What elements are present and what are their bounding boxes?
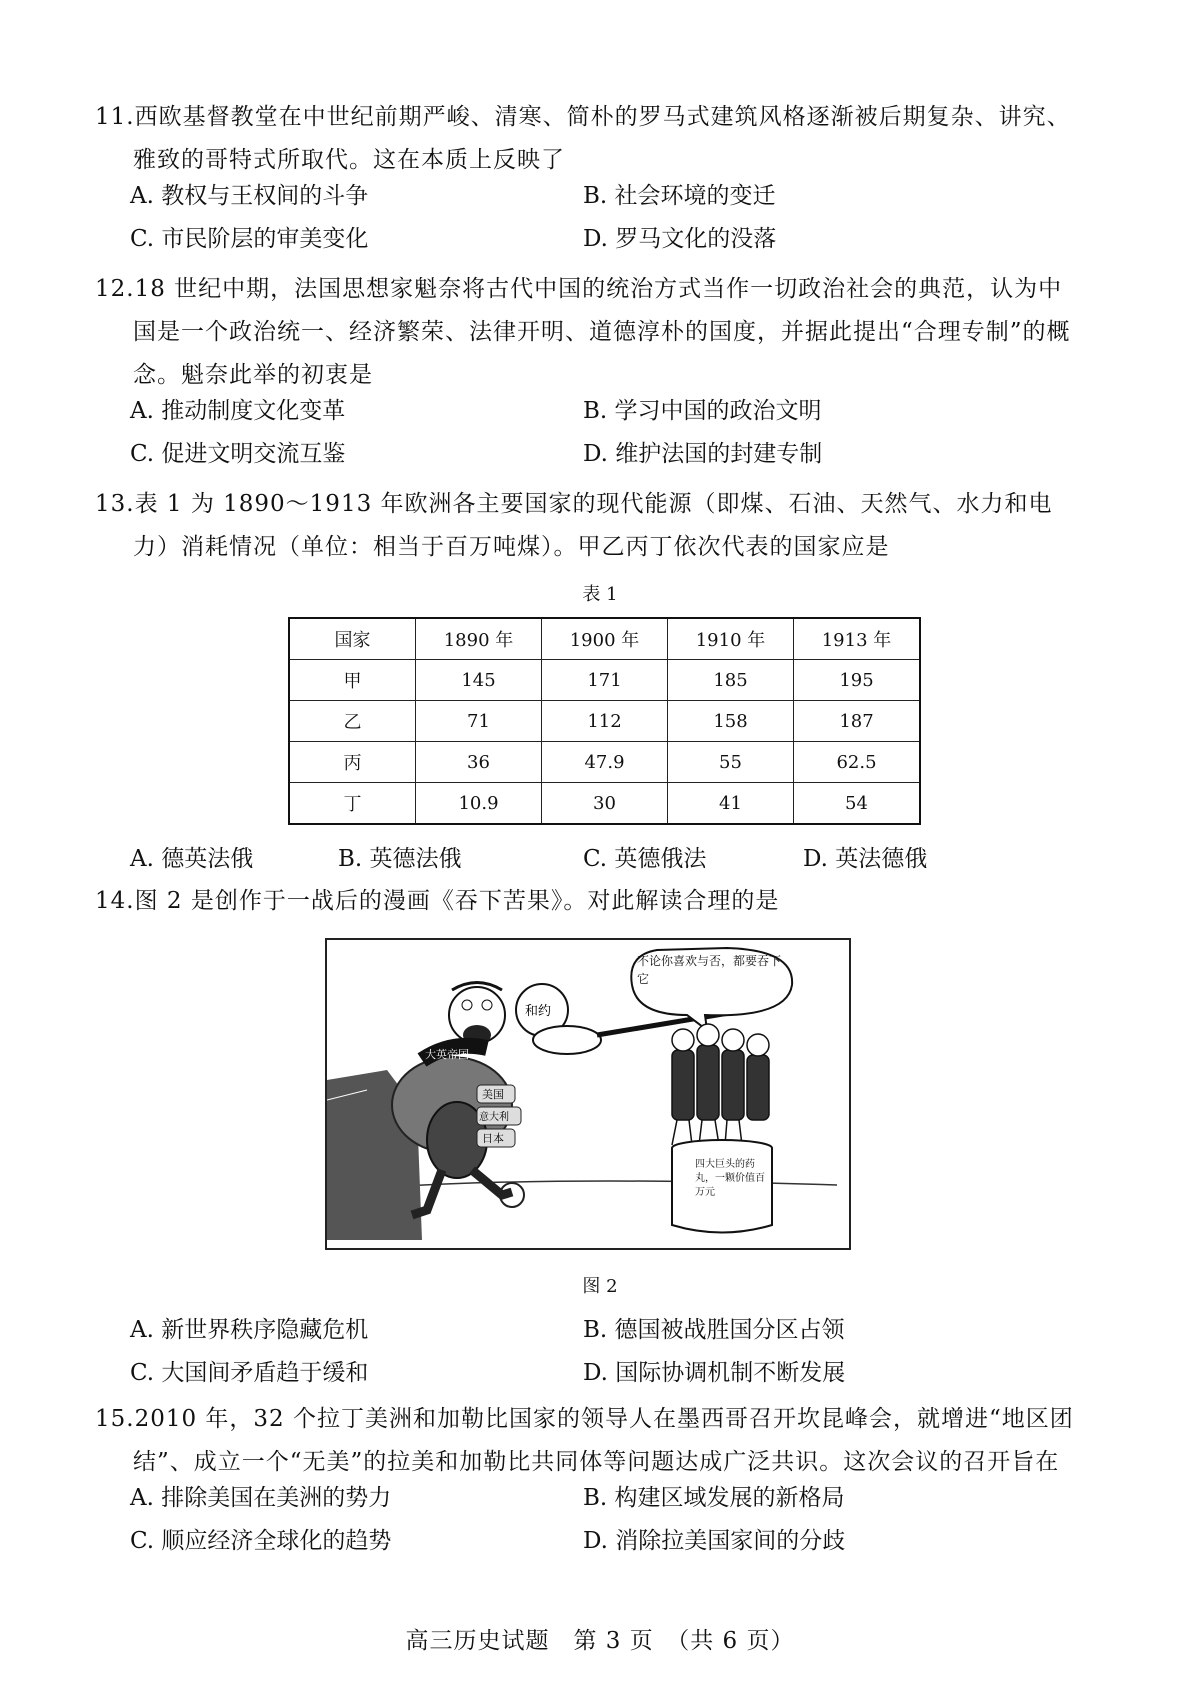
option-b: B. 构建区域发展的新格局 xyxy=(583,1485,845,1511)
option-b: B. 学习中国的政治文明 xyxy=(583,398,822,424)
option-a: A. 德英法俄 xyxy=(130,846,254,872)
question-stem: 15.2010 年，32 个拉丁美洲和加勒比国家的领导人在墨西哥召开坎昆峰会，就增进“地区团结”、成立一个“无美”的拉美和加勒比共同体等问题达成广泛共识。这次会议的召开旨在 xyxy=(95,1406,1074,1475)
page-footer: 高三历史试题 第 3 页 （共 6 页） xyxy=(405,1628,795,1654)
option-b: B. 德国被战胜国分区占领 xyxy=(583,1317,845,1343)
table-cell: 30 xyxy=(542,783,668,825)
table-header-cell: 1900 年 xyxy=(542,618,668,660)
option-c: C. 英德俄法 xyxy=(583,846,707,872)
option-c: C. 促进文明交流互鉴 xyxy=(130,441,346,467)
cartoon-hat-label: 大英帝国 xyxy=(425,1048,469,1061)
table-cell: 62.5 xyxy=(794,742,921,783)
cartoon-box-label: 四大巨头的药丸，一颗价值百万元 xyxy=(695,1159,765,1198)
table-cell: 10.9 xyxy=(416,783,542,825)
option-b: B. 英德法俄 xyxy=(338,846,462,872)
option-a: A. 教权与王权间的斗争 xyxy=(130,183,369,209)
figure-caption: 图 2 xyxy=(582,1276,618,1297)
question-15 xyxy=(95,1398,1085,1484)
table-cell: 55 xyxy=(668,742,794,783)
table-cell: 47.9 xyxy=(542,742,668,783)
table-cell: 185 xyxy=(668,660,794,701)
table-cell: 71 xyxy=(416,701,542,742)
option-d: D. 维护法国的封建专制 xyxy=(583,441,823,467)
table-cell: 158 xyxy=(668,701,794,742)
table-header-row xyxy=(289,618,920,660)
table-header-cell: 1890 年 xyxy=(416,618,542,660)
option-a: A. 新世界秩序隐藏危机 xyxy=(130,1317,369,1343)
cartoon-speech-text: 不论你喜欢与否，都要吞下它 xyxy=(637,954,782,986)
table-header-cell: 1913 年 xyxy=(794,618,921,660)
table-row xyxy=(289,660,920,701)
option-a: A. 排除美国在美洲的势力 xyxy=(130,1485,392,1511)
question-stem: 14.图 2 是创作于一战后的漫画《吞下苦果》。对此解读合理的是 xyxy=(95,888,780,914)
question-stem: 13.表 1 为 1890～1913 年欧洲各主要国家的现代能源（即煤、石油、天然气、水力和电力）消耗情况（单位：相当于百万吨煤）。甲乙丙丁依次代表的国家应是 xyxy=(95,491,1053,560)
question-14 xyxy=(95,880,1085,923)
option-d: D. 罗马文化的没落 xyxy=(583,226,777,252)
table-cell: 41 xyxy=(668,783,794,825)
energy-table xyxy=(288,617,921,825)
option-c: C. 大国间矛盾趋于缓和 xyxy=(130,1360,369,1386)
table-cell: 112 xyxy=(542,701,668,742)
option-d: D. 国际协调机制不断发展 xyxy=(583,1360,846,1386)
question-stem: 11.西欧基督教堂在中世纪前期严峻、清寒、简朴的罗马式建筑风格逐渐被后期复杂、讲究、雅致的哥特式所取代。这在本质上反映了 xyxy=(95,104,1071,173)
cartoon-fist-label: 日本 xyxy=(482,1132,504,1145)
table-header-cell: 1910 年 xyxy=(668,618,794,660)
question-11 xyxy=(95,96,1085,182)
option-c: C. 市民阶层的审美变化 xyxy=(130,226,369,252)
question-13 xyxy=(95,483,1085,569)
option-a: A. 推动制度文化变革 xyxy=(130,398,346,424)
table-cell: 195 xyxy=(794,660,921,701)
table-cell: 171 xyxy=(542,660,668,701)
table-cell: 甲 xyxy=(289,660,416,701)
table-cell: 54 xyxy=(794,783,921,825)
table-header-cell: 国家 xyxy=(289,618,416,660)
table-caption: 表 1 xyxy=(582,584,618,605)
question-12 xyxy=(95,268,1085,397)
cartoon-fist-label: 意大利 xyxy=(479,1112,509,1123)
option-b: B. 社会环境的变迁 xyxy=(583,183,776,209)
table-cell: 丁 xyxy=(289,783,416,825)
cartoon-ball-label: 和约 xyxy=(525,1004,552,1019)
question-stem: 12.18 世纪中期，法国思想家魁奈将古代中国的统治方式当作一切政治社会的典范，认为中国是一个政治统一、经济繁荣、法律开明、道德淳朴的国度，并据此提出“合理专制”的概念。魁奈此举的初衷是 xyxy=(95,276,1071,388)
cartoon-figure xyxy=(325,938,851,1250)
table-row xyxy=(289,783,920,825)
cartoon-fist-label: 美国 xyxy=(482,1088,504,1101)
option-d: D. 英法德俄 xyxy=(803,846,928,872)
table-cell: 187 xyxy=(794,701,921,742)
table-cell: 36 xyxy=(416,742,542,783)
table-row xyxy=(289,742,920,783)
cartoon-drawing xyxy=(327,940,849,1248)
table-row xyxy=(289,701,920,742)
option-d: D. 消除拉美国家间的分歧 xyxy=(583,1528,846,1554)
table-cell: 145 xyxy=(416,660,542,701)
table-cell: 丙 xyxy=(289,742,416,783)
table-cell: 乙 xyxy=(289,701,416,742)
option-c: C. 顺应经济全球化的趋势 xyxy=(130,1528,392,1554)
